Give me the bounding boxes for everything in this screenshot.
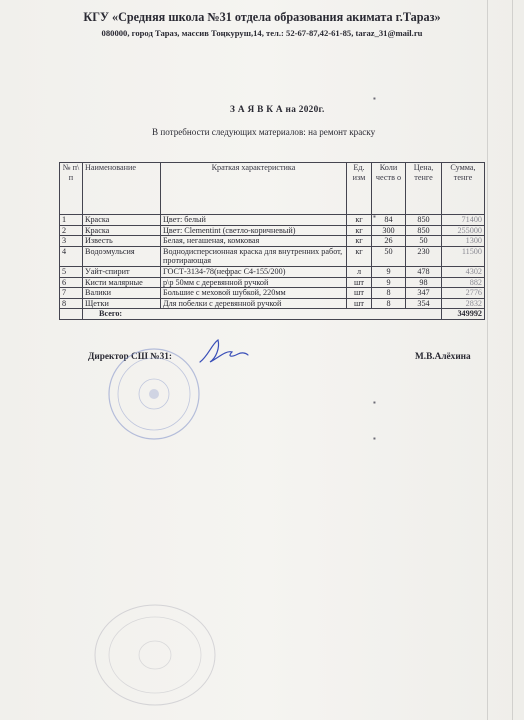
document-title: З А Я В К А на 2020г. bbox=[230, 105, 325, 115]
row-price: 850 bbox=[406, 225, 442, 236]
scan-line bbox=[512, 0, 513, 720]
row-quantity: 8 bbox=[372, 298, 406, 309]
scan-mark: ▪ bbox=[373, 212, 376, 221]
address-line: 080000, город Тараз, массив Тоңкуруш,14, тел.: 52-67-87,42-61-85, taraz_31@mail.ru bbox=[101, 28, 423, 38]
row-unit: кг bbox=[347, 236, 372, 247]
scan-mark: ▪ bbox=[373, 94, 376, 103]
row-sum: 4302 bbox=[442, 266, 485, 277]
col-header-sum: Сумма, тенге bbox=[442, 163, 485, 215]
row-unit: кг bbox=[347, 225, 372, 236]
total-value: 349992 bbox=[442, 309, 485, 320]
director-name: М.В.Алёхина bbox=[415, 352, 471, 362]
col-header-unit: Ед. изм bbox=[347, 163, 372, 215]
row-price: 50 bbox=[406, 236, 442, 247]
row-number: 3 bbox=[60, 236, 83, 247]
row-quantity: 9 bbox=[372, 266, 406, 277]
col-header-name: Наименование bbox=[83, 163, 161, 215]
row-number: 5 bbox=[60, 266, 83, 277]
row-price: 230 bbox=[406, 246, 442, 266]
row-name: Известь bbox=[83, 236, 161, 247]
row-unit: кг bbox=[347, 215, 372, 226]
row-description: Цвет: белый bbox=[161, 215, 347, 226]
row-quantity: 300 bbox=[372, 225, 406, 236]
scan-mark: ▪ bbox=[373, 398, 376, 407]
scan-mark: ▪ bbox=[373, 434, 376, 443]
faded-stamp bbox=[90, 600, 220, 710]
row-sum: 11500 bbox=[442, 246, 485, 266]
table-header-row bbox=[60, 163, 485, 215]
handwritten-signature bbox=[198, 336, 250, 370]
table-total-row bbox=[60, 309, 485, 320]
row-sum: 882 bbox=[442, 277, 485, 288]
col-header-price: Цена, тенге bbox=[406, 163, 442, 215]
materials-table bbox=[59, 162, 485, 320]
row-unit: шт bbox=[347, 277, 372, 288]
row-unit: шт bbox=[347, 298, 372, 309]
row-description: Воднодисперсионная краска для внутренних работ, протирающая bbox=[161, 246, 347, 266]
row-name: Кисти малярные bbox=[83, 277, 161, 288]
table-row bbox=[60, 215, 485, 226]
row-price: 850 bbox=[406, 215, 442, 226]
organization-header: КГУ «Средняя школа №31 отдела образования акимата г.Тараз» bbox=[83, 10, 441, 24]
row-name: Краска bbox=[83, 215, 161, 226]
table-row bbox=[60, 277, 485, 288]
row-sum: 2776 bbox=[442, 288, 485, 299]
row-quantity: 26 bbox=[372, 236, 406, 247]
row-name: Краска bbox=[83, 225, 161, 236]
row-price: 347 bbox=[406, 288, 442, 299]
table-row bbox=[60, 225, 485, 236]
row-description: ГОСТ-3134-78(нефрас С4-155/200) bbox=[161, 266, 347, 277]
row-sum: 2832 bbox=[442, 298, 485, 309]
row-description: Для побелки с деревянной ручкой bbox=[161, 298, 347, 309]
row-description: р\р 50мм с деревянной ручкой bbox=[161, 277, 347, 288]
row-quantity: 50 bbox=[372, 246, 406, 266]
row-quantity: 8 bbox=[372, 288, 406, 299]
table-row bbox=[60, 266, 485, 277]
official-stamp bbox=[106, 346, 202, 442]
table-row bbox=[60, 298, 485, 309]
row-sum: 255000 bbox=[442, 225, 485, 236]
row-price: 98 bbox=[406, 277, 442, 288]
row-price: 354 bbox=[406, 298, 442, 309]
scan-line bbox=[487, 0, 488, 720]
row-number: 2 bbox=[60, 225, 83, 236]
total-label: Всего: bbox=[83, 309, 442, 320]
row-quantity: 84 bbox=[372, 215, 406, 226]
table-row bbox=[60, 246, 485, 266]
row-description: Цвет: Clementint (светло-коричневый) bbox=[161, 225, 347, 236]
col-header-description: Краткая характеристика bbox=[161, 163, 347, 215]
row-sum: 71400 bbox=[442, 215, 485, 226]
document-subtitle: В потребности следующих материалов: на ремонт краску bbox=[152, 127, 376, 137]
table-row bbox=[60, 288, 485, 299]
row-number: 8 bbox=[60, 298, 83, 309]
row-unit: шт bbox=[347, 288, 372, 299]
row-name: Водоэмульсия bbox=[83, 246, 161, 266]
row-unit: л bbox=[347, 266, 372, 277]
row-unit: кг bbox=[347, 246, 372, 266]
col-header-number: № п\ п bbox=[60, 163, 83, 215]
row-number: 1 bbox=[60, 215, 83, 226]
row-number: 6 bbox=[60, 277, 83, 288]
row-name: Щетки bbox=[83, 298, 161, 309]
row-sum: 1300 bbox=[442, 236, 485, 247]
row-description: Большие с меховой шубкой, 220мм bbox=[161, 288, 347, 299]
table-row bbox=[60, 236, 485, 247]
row-quantity: 9 bbox=[372, 277, 406, 288]
row-number: 4 bbox=[60, 246, 83, 266]
row-price: 478 bbox=[406, 266, 442, 277]
row-name: Уайт-спирит bbox=[83, 266, 161, 277]
row-number: 7 bbox=[60, 288, 83, 299]
col-header-quantity: Коли честв о bbox=[372, 163, 406, 215]
row-description: Белая, негашеная, комковая bbox=[161, 236, 347, 247]
row-name: Валики bbox=[83, 288, 161, 299]
director-label: Директор СШ №31: bbox=[88, 352, 172, 362]
